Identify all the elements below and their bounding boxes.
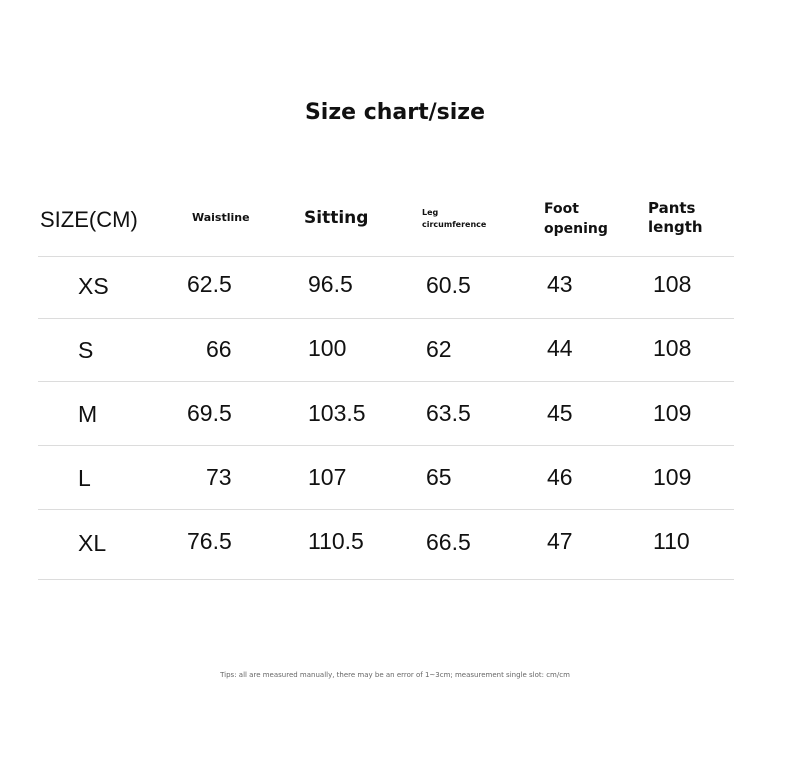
cell-size: XL: [78, 530, 107, 556]
cell-size: M: [78, 401, 98, 427]
header-sitting: Sitting: [304, 208, 369, 228]
cell-sitting: 103.5: [308, 400, 366, 426]
header-pants-length: [648, 199, 728, 237]
cell-foot: 44: [547, 335, 573, 361]
header-pants-line1: Pants: [648, 199, 696, 217]
header-leg-line1: Leg: [422, 208, 439, 217]
cell-pants: 109: [653, 464, 692, 490]
cell-sitting: 110.5: [308, 528, 364, 554]
header-pants-line2: length: [648, 218, 703, 236]
row-divider: [38, 445, 734, 446]
cell-size: XS: [78, 273, 109, 299]
cell-pants: 110: [653, 528, 690, 554]
header-size: SIZE(CM): [40, 207, 138, 232]
cell-leg: 62: [426, 336, 452, 362]
cell-foot: 46: [547, 464, 573, 490]
cell-leg: 63.5: [426, 400, 471, 426]
cell-pants: 108: [653, 335, 692, 361]
page-title: Size chart/size: [304, 100, 486, 125]
measurement-tip: Tips: all are measured manually, there may be an error of 1~3cm; measurement single slot: cm/cm: [220, 671, 570, 679]
cell-waistline: 69.5: [187, 400, 232, 426]
header-leg-line2: circumference: [422, 220, 487, 229]
cell-sitting: 100: [308, 335, 347, 361]
cell-leg: 60.5: [426, 272, 471, 298]
cell-sitting: 107: [308, 464, 347, 490]
cell-foot: 45: [547, 400, 573, 426]
cell-leg: 65: [426, 464, 452, 490]
header-foot-line1: Foot: [544, 201, 579, 217]
cell-sitting: 96.5: [308, 271, 353, 297]
header-leg-circumference: [422, 207, 502, 231]
row-divider: [38, 509, 734, 510]
cell-foot: 43: [547, 271, 573, 297]
cell-waistline: 76.5: [187, 528, 232, 554]
cell-pants: 109: [653, 400, 692, 426]
row-divider: [38, 256, 734, 257]
cell-leg: 66.5: [426, 529, 471, 555]
cell-waistline: 62.5: [187, 271, 232, 297]
row-divider: [38, 318, 734, 319]
cell-waistline: 73: [206, 464, 232, 490]
cell-waistline: 66: [206, 336, 232, 362]
row-divider: [38, 579, 734, 580]
cell-size: S: [78, 337, 94, 363]
header-waistline: Waistline: [192, 211, 250, 224]
header-foot-line2: opening: [544, 221, 608, 237]
row-divider: [38, 381, 734, 382]
cell-foot: 47: [547, 528, 573, 554]
cell-pants: 108: [653, 271, 692, 297]
header-foot-opening: [544, 199, 624, 239]
cell-size: L: [78, 465, 91, 491]
